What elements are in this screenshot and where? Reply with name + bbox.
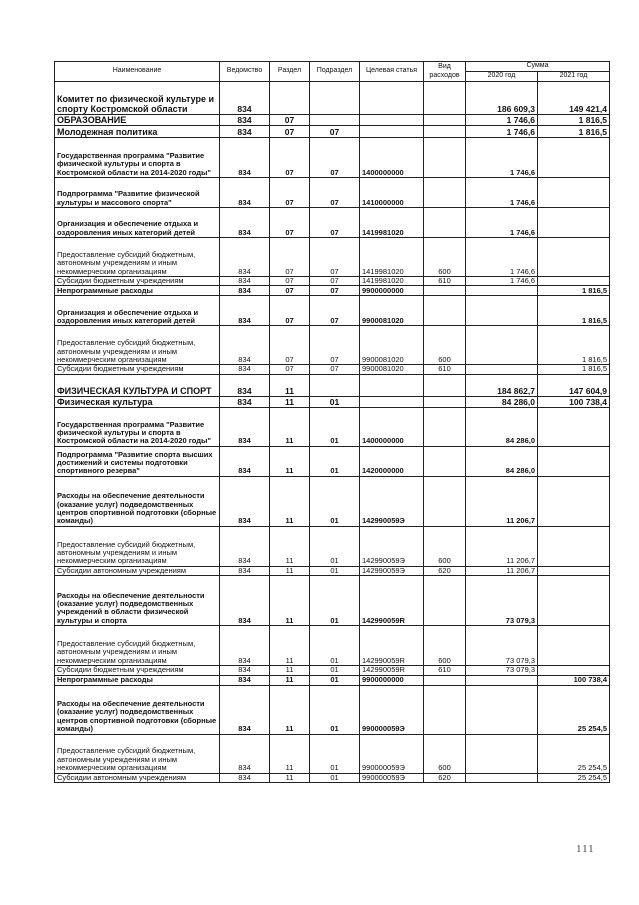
cell-name: Субсидии бюджетным учреждениям bbox=[55, 365, 220, 374]
cell-podrazdel: 07 bbox=[310, 178, 360, 208]
table-row bbox=[55, 365, 610, 374]
cell-podrazdel bbox=[310, 374, 360, 396]
cell-podrazdel: 01 bbox=[310, 734, 360, 773]
cell-target-article: 1419981020 bbox=[360, 238, 424, 277]
table-body bbox=[55, 82, 610, 783]
cell-razdel bbox=[270, 82, 310, 115]
cell-podrazdel: 01 bbox=[310, 675, 360, 685]
cell-razdel: 11 bbox=[270, 685, 310, 734]
cell-expense-type bbox=[424, 374, 466, 396]
cell-sum-2020 bbox=[466, 365, 538, 374]
cell-razdel: 11 bbox=[270, 526, 310, 566]
cell-name: Комитет по физической культуре и спорту Костромской области bbox=[55, 82, 220, 115]
cell-target-article: 142990059Э bbox=[360, 566, 424, 575]
cell-target-article: 142990059R bbox=[360, 626, 424, 666]
cell-sum-2021 bbox=[538, 566, 610, 575]
cell-sum-2020: 1 746,6 bbox=[466, 178, 538, 208]
table-row bbox=[55, 178, 610, 208]
cell-vedomstvo: 834 bbox=[220, 626, 270, 666]
cell-podrazdel: 01 bbox=[310, 476, 360, 526]
cell-sum-2021: 1 816,5 bbox=[538, 326, 610, 365]
cell-vedomstvo: 834 bbox=[220, 296, 270, 326]
cell-name: Непрограммные расходы bbox=[55, 286, 220, 296]
table-row bbox=[55, 238, 610, 277]
cell-sum-2020: 1 746,6 bbox=[466, 126, 538, 138]
cell-name: Молодежная политика bbox=[55, 126, 220, 138]
cell-sum-2021: 1 816,5 bbox=[538, 126, 610, 138]
cell-vedomstvo: 834 bbox=[220, 277, 270, 286]
cell-name: Предоставление субсидий бюджетным, автономным учреждениям и иным некоммерческим организациям bbox=[55, 626, 220, 666]
cell-razdel: 07 bbox=[270, 296, 310, 326]
table-header bbox=[55, 62, 610, 82]
col-2021-header: 2021 год bbox=[538, 72, 610, 82]
cell-sum-2020: 73 079,3 bbox=[466, 626, 538, 666]
cell-expense-type bbox=[424, 178, 466, 208]
col-target-article-header: Целевая статья bbox=[360, 62, 424, 82]
cell-razdel: 07 bbox=[270, 126, 310, 138]
cell-razdel: 11 bbox=[270, 773, 310, 782]
cell-razdel: 11 bbox=[270, 446, 310, 476]
cell-sum-2020 bbox=[466, 773, 538, 782]
cell-vedomstvo: 834 bbox=[220, 773, 270, 782]
cell-razdel: 11 bbox=[270, 675, 310, 685]
cell-vedomstvo: 834 bbox=[220, 407, 270, 446]
cell-podrazdel: 07 bbox=[310, 365, 360, 374]
cell-name: Субсидии автономным учреждениям bbox=[55, 566, 220, 575]
cell-expense-type: 610 bbox=[424, 277, 466, 286]
cell-sum-2021 bbox=[538, 446, 610, 476]
cell-podrazdel: 07 bbox=[310, 277, 360, 286]
cell-target-article: 1419981020 bbox=[360, 208, 424, 238]
cell-vedomstvo: 834 bbox=[220, 685, 270, 734]
cell-vedomstvo: 834 bbox=[220, 446, 270, 476]
cell-expense-type bbox=[424, 296, 466, 326]
cell-target-article: 9900081020 bbox=[360, 365, 424, 374]
cell-podrazdel bbox=[310, 82, 360, 115]
cell-target-article: 9900000000 bbox=[360, 286, 424, 296]
cell-target-article: 1420000000 bbox=[360, 446, 424, 476]
cell-name: Субсидии автономным учреждениям bbox=[55, 773, 220, 782]
cell-expense-type: 610 bbox=[424, 666, 466, 675]
cell-vedomstvo: 834 bbox=[220, 82, 270, 115]
table-row bbox=[55, 396, 610, 407]
cell-podrazdel: 07 bbox=[310, 208, 360, 238]
cell-expense-type bbox=[424, 138, 466, 178]
cell-podrazdel: 07 bbox=[310, 296, 360, 326]
col-razdel-header: Раздел bbox=[270, 62, 310, 82]
cell-target-article: 142990059Э bbox=[360, 526, 424, 566]
cell-expense-type bbox=[424, 115, 466, 126]
col-expense-type-header: Вид расходов bbox=[424, 62, 466, 82]
cell-vedomstvo: 834 bbox=[220, 326, 270, 365]
cell-target-article: 1419981020 bbox=[360, 277, 424, 286]
table-row bbox=[55, 566, 610, 575]
cell-target-article: 1410000000 bbox=[360, 178, 424, 208]
budget-table bbox=[54, 61, 610, 783]
cell-sum-2020: 1 746,6 bbox=[466, 138, 538, 178]
table-row bbox=[55, 326, 610, 365]
cell-sum-2020: 1 746,6 bbox=[466, 238, 538, 277]
cell-name: Подпрограмма "Развитие физической культуры и массового спорта" bbox=[55, 178, 220, 208]
cell-expense-type bbox=[424, 208, 466, 238]
cell-name: Государственная программа "Развитие физической культуры и спорта в Костромской области на 2014-2020 годы" bbox=[55, 407, 220, 446]
cell-podrazdel: 01 bbox=[310, 566, 360, 575]
table-row bbox=[55, 773, 610, 782]
cell-vedomstvo: 834 bbox=[220, 526, 270, 566]
cell-target-article: 1400000000 bbox=[360, 407, 424, 446]
cell-sum-2021 bbox=[538, 626, 610, 666]
cell-podrazdel: 01 bbox=[310, 773, 360, 782]
cell-sum-2020: 11 206,7 bbox=[466, 476, 538, 526]
cell-podrazdel: 01 bbox=[310, 666, 360, 675]
cell-sum-2021 bbox=[538, 138, 610, 178]
table-row bbox=[55, 526, 610, 566]
cell-vedomstvo: 834 bbox=[220, 238, 270, 277]
cell-target-article bbox=[360, 82, 424, 115]
cell-target-article bbox=[360, 126, 424, 138]
cell-target-article: 990000059Э bbox=[360, 685, 424, 734]
cell-expense-type bbox=[424, 396, 466, 407]
cell-expense-type: 600 bbox=[424, 238, 466, 277]
cell-sum-2020: 186 609,3 bbox=[466, 82, 538, 115]
cell-razdel: 11 bbox=[270, 396, 310, 407]
col-sum-header: Сумма bbox=[466, 62, 610, 72]
table-row bbox=[55, 374, 610, 396]
cell-expense-type: 610 bbox=[424, 365, 466, 374]
table-row bbox=[55, 626, 610, 666]
cell-name: Расходы на обеспечение деятельности (оказание услуг) подведомственных центров спортивной подготовки (сборные команды) bbox=[55, 685, 220, 734]
cell-expense-type: 600 bbox=[424, 526, 466, 566]
cell-podrazdel: 07 bbox=[310, 326, 360, 365]
table-row bbox=[55, 666, 610, 675]
cell-razdel: 11 bbox=[270, 626, 310, 666]
cell-podrazdel: 01 bbox=[310, 626, 360, 666]
cell-sum-2021: 1 816,5 bbox=[538, 365, 610, 374]
cell-target-article: 9900081020 bbox=[360, 296, 424, 326]
cell-sum-2021: 25 254,5 bbox=[538, 773, 610, 782]
cell-name: ФИЗИЧЕСКАЯ КУЛЬТУРА И СПОРТ bbox=[55, 374, 220, 396]
cell-sum-2021 bbox=[538, 238, 610, 277]
cell-razdel: 07 bbox=[270, 115, 310, 126]
cell-sum-2020 bbox=[466, 734, 538, 773]
cell-name: Физическая культура bbox=[55, 396, 220, 407]
cell-expense-type: 600 bbox=[424, 626, 466, 666]
cell-expense-type bbox=[424, 82, 466, 115]
table-row bbox=[55, 82, 610, 115]
cell-target-article: 1400000000 bbox=[360, 138, 424, 178]
cell-name: Государственная программа "Развитие физической культуры и спорта в Костромской области на 2014-2020 годы" bbox=[55, 138, 220, 178]
cell-sum-2020: 73 079,3 bbox=[466, 576, 538, 626]
cell-sum-2021 bbox=[538, 526, 610, 566]
cell-podrazdel: 01 bbox=[310, 576, 360, 626]
cell-sum-2021: 25 254,5 bbox=[538, 685, 610, 734]
cell-expense-type bbox=[424, 675, 466, 685]
cell-expense-type: 620 bbox=[424, 773, 466, 782]
cell-vedomstvo: 834 bbox=[220, 138, 270, 178]
cell-sum-2020: 1 746,6 bbox=[466, 115, 538, 126]
table-row bbox=[55, 296, 610, 326]
cell-podrazdel: 07 bbox=[310, 126, 360, 138]
col-podrazdel-header: Подраздел bbox=[310, 62, 360, 82]
cell-sum-2020: 84 286,0 bbox=[466, 396, 538, 407]
table-row bbox=[55, 277, 610, 286]
table-row bbox=[55, 115, 610, 126]
cell-sum-2020: 84 286,0 bbox=[466, 446, 538, 476]
cell-podrazdel: 01 bbox=[310, 685, 360, 734]
cell-name: Субсидии бюджетным учреждениям bbox=[55, 277, 220, 286]
cell-razdel: 07 bbox=[270, 138, 310, 178]
cell-razdel: 07 bbox=[270, 208, 310, 238]
cell-razdel: 11 bbox=[270, 374, 310, 396]
cell-expense-type bbox=[424, 576, 466, 626]
cell-sum-2020: 1 746,6 bbox=[466, 208, 538, 238]
cell-sum-2021 bbox=[538, 476, 610, 526]
cell-sum-2020 bbox=[466, 296, 538, 326]
cell-target-article: 990000059Э bbox=[360, 773, 424, 782]
cell-name: Предоставление субсидий бюджетным, автономным учреждениям и иным некоммерческим организациям bbox=[55, 734, 220, 773]
cell-podrazdel bbox=[310, 115, 360, 126]
table-row bbox=[55, 675, 610, 685]
cell-sum-2021 bbox=[538, 178, 610, 208]
cell-expense-type bbox=[424, 446, 466, 476]
cell-vedomstvo: 834 bbox=[220, 476, 270, 526]
cell-expense-type: 600 bbox=[424, 734, 466, 773]
cell-sum-2021 bbox=[538, 576, 610, 626]
cell-target-article bbox=[360, 374, 424, 396]
cell-vedomstvo: 834 bbox=[220, 675, 270, 685]
cell-sum-2020: 1 746,6 bbox=[466, 277, 538, 286]
table-row bbox=[55, 446, 610, 476]
cell-razdel: 11 bbox=[270, 476, 310, 526]
cell-vedomstvo: 834 bbox=[220, 126, 270, 138]
cell-name: Предоставление субсидий бюджетным, автономным учреждениям и иным некоммерческим организациям bbox=[55, 326, 220, 365]
cell-sum-2020 bbox=[466, 286, 538, 296]
cell-sum-2021: 25 254,5 bbox=[538, 734, 610, 773]
cell-sum-2021: 100 738,4 bbox=[538, 675, 610, 685]
cell-podrazdel: 01 bbox=[310, 396, 360, 407]
cell-vedomstvo: 834 bbox=[220, 178, 270, 208]
cell-name: Предоставление субсидий бюджетным, автономным учреждениям и иным некоммерческим организациям bbox=[55, 238, 220, 277]
cell-vedomstvo: 834 bbox=[220, 666, 270, 675]
cell-sum-2021 bbox=[538, 277, 610, 286]
col-vedomstvo-header: Ведомство bbox=[220, 62, 270, 82]
cell-name: Подпрограмма "Развитие спорта высших достижений и системы подготовки спортивного резерва" bbox=[55, 446, 220, 476]
cell-sum-2021: 149 421,4 bbox=[538, 82, 610, 115]
cell-expense-type bbox=[424, 126, 466, 138]
cell-podrazdel: 07 bbox=[310, 238, 360, 277]
cell-razdel: 11 bbox=[270, 734, 310, 773]
cell-vedomstvo: 834 bbox=[220, 734, 270, 773]
cell-vedomstvo: 834 bbox=[220, 576, 270, 626]
cell-name: Организация и обеспечение отдыха и оздоровления иных категорий детей bbox=[55, 208, 220, 238]
cell-sum-2021: 1 816,5 bbox=[538, 286, 610, 296]
cell-name: Предоставление субсидий бюджетным, автономным учреждениям и иным некоммерческим организациям bbox=[55, 526, 220, 566]
cell-sum-2021 bbox=[538, 407, 610, 446]
cell-razdel: 07 bbox=[270, 178, 310, 208]
cell-expense-type bbox=[424, 476, 466, 526]
cell-sum-2021: 1 816,5 bbox=[538, 115, 610, 126]
cell-razdel: 11 bbox=[270, 666, 310, 675]
cell-expense-type bbox=[424, 286, 466, 296]
table-row bbox=[55, 208, 610, 238]
cell-podrazdel: 07 bbox=[310, 286, 360, 296]
cell-name: Организация и обеспечение отдыха и оздоровления иных категорий детей bbox=[55, 296, 220, 326]
cell-name: Расходы на обеспечение деятельности (оказание услуг) подведомственных учреждений в области физической культуры и спорта bbox=[55, 576, 220, 626]
cell-razdel: 11 bbox=[270, 576, 310, 626]
page-number: 111 bbox=[576, 843, 595, 855]
cell-vedomstvo: 834 bbox=[220, 566, 270, 575]
cell-target-article bbox=[360, 115, 424, 126]
cell-vedomstvo: 834 bbox=[220, 396, 270, 407]
cell-expense-type: 600 bbox=[424, 326, 466, 365]
cell-vedomstvo: 834 bbox=[220, 365, 270, 374]
cell-sum-2020: 11 206,7 bbox=[466, 566, 538, 575]
cell-razdel: 11 bbox=[270, 566, 310, 575]
cell-target-article: 142990059R bbox=[360, 576, 424, 626]
cell-podrazdel: 01 bbox=[310, 446, 360, 476]
cell-sum-2020: 84 286,0 bbox=[466, 407, 538, 446]
cell-sum-2020 bbox=[466, 685, 538, 734]
col-name-header: Наименование bbox=[55, 62, 220, 82]
cell-sum-2021: 1 816,5 bbox=[538, 296, 610, 326]
cell-vedomstvo: 834 bbox=[220, 208, 270, 238]
cell-sum-2021: 100 738,4 bbox=[538, 396, 610, 407]
cell-expense-type: 620 bbox=[424, 566, 466, 575]
cell-vedomstvo: 834 bbox=[220, 286, 270, 296]
table-row bbox=[55, 138, 610, 178]
table-row bbox=[55, 576, 610, 626]
cell-razdel: 07 bbox=[270, 238, 310, 277]
cell-razdel: 07 bbox=[270, 365, 310, 374]
cell-target-article bbox=[360, 396, 424, 407]
cell-sum-2020: 73 079,3 bbox=[466, 666, 538, 675]
cell-sum-2020: 184 862,7 bbox=[466, 374, 538, 396]
cell-expense-type bbox=[424, 685, 466, 734]
cell-sum-2021 bbox=[538, 666, 610, 675]
cell-target-article: 990000059Э bbox=[360, 734, 424, 773]
cell-target-article: 9900000000 bbox=[360, 675, 424, 685]
cell-sum-2020: 11 206,7 bbox=[466, 526, 538, 566]
table-row bbox=[55, 286, 610, 296]
table-row bbox=[55, 126, 610, 138]
cell-vedomstvo: 834 bbox=[220, 115, 270, 126]
cell-sum-2021 bbox=[538, 208, 610, 238]
table-row bbox=[55, 734, 610, 773]
table-row bbox=[55, 476, 610, 526]
cell-sum-2021: 147 604,9 bbox=[538, 374, 610, 396]
cell-sum-2020 bbox=[466, 675, 538, 685]
cell-podrazdel: 07 bbox=[310, 138, 360, 178]
table-row bbox=[55, 685, 610, 734]
cell-razdel: 11 bbox=[270, 407, 310, 446]
cell-razdel: 07 bbox=[270, 326, 310, 365]
table-row bbox=[55, 407, 610, 446]
col-2020-header: 2020 год bbox=[466, 72, 538, 82]
cell-vedomstvo: 834 bbox=[220, 374, 270, 396]
cell-razdel: 07 bbox=[270, 286, 310, 296]
cell-target-article: 9900081020 bbox=[360, 326, 424, 365]
cell-target-article: 142990059R bbox=[360, 666, 424, 675]
cell-target-article: 142990059Э bbox=[360, 476, 424, 526]
cell-razdel: 07 bbox=[270, 277, 310, 286]
cell-name: ОБРАЗОВАНИЕ bbox=[55, 115, 220, 126]
cell-podrazdel: 01 bbox=[310, 526, 360, 566]
cell-sum-2020 bbox=[466, 326, 538, 365]
cell-name: Субсидии бюджетным учреждениям bbox=[55, 666, 220, 675]
cell-expense-type bbox=[424, 407, 466, 446]
cell-podrazdel: 01 bbox=[310, 407, 360, 446]
cell-name: Непрограммные расходы bbox=[55, 675, 220, 685]
cell-name: Расходы на обеспечение деятельности (оказание услуг) подведомственных центров спортивной подготовки (сборные команды) bbox=[55, 476, 220, 526]
